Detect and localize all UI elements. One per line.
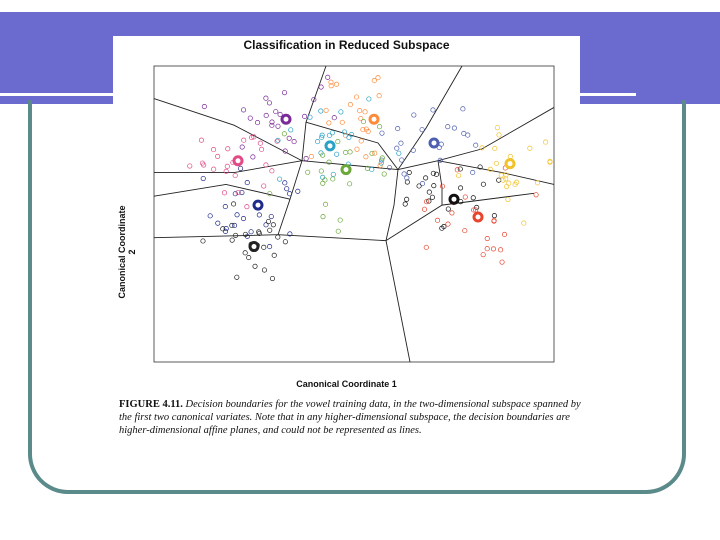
data-point (266, 219, 270, 223)
data-point (201, 239, 205, 243)
data-point (269, 214, 273, 218)
data-point (499, 173, 503, 177)
data-point (270, 123, 274, 127)
data-point (211, 167, 215, 171)
data-point (276, 235, 280, 239)
class-centroids (234, 115, 514, 250)
data-point (347, 135, 351, 139)
data-point (340, 120, 344, 124)
data-point (233, 192, 237, 196)
data-point (522, 221, 526, 225)
class-centroid (474, 213, 482, 221)
data-point (348, 102, 352, 106)
data-point (282, 132, 286, 136)
data-point (502, 232, 506, 236)
data-point (497, 133, 501, 137)
data-point (272, 253, 276, 257)
data-point (377, 94, 381, 98)
caption-label: FIGURE 4.11. (119, 399, 183, 410)
data-point (309, 154, 313, 158)
data-point (199, 138, 203, 142)
class-centroid (326, 142, 334, 150)
data-point (440, 184, 444, 188)
data-point (491, 247, 495, 251)
data-point (330, 131, 334, 135)
data-point (463, 195, 467, 199)
data-point (289, 128, 293, 132)
data-points (188, 75, 553, 281)
class-centroid (430, 139, 438, 147)
boundary-line (398, 66, 462, 170)
data-point (287, 136, 291, 140)
data-point (434, 172, 438, 176)
data-point (402, 172, 406, 176)
data-point (463, 228, 467, 232)
data-point (420, 127, 424, 131)
data-point (264, 96, 268, 100)
data-point (455, 168, 459, 172)
data-point (270, 276, 274, 280)
chart-title: Classification in Reduced Subspace (243, 38, 450, 52)
data-point (257, 213, 261, 217)
class-centroid (506, 160, 514, 168)
data-point (276, 138, 280, 142)
data-point (249, 230, 253, 234)
data-point (243, 251, 247, 255)
data-point (222, 191, 226, 195)
data-point (261, 184, 265, 188)
data-point (405, 176, 409, 180)
data-point (268, 228, 272, 232)
data-point (461, 107, 465, 111)
data-point (411, 148, 415, 152)
data-point (481, 252, 485, 256)
boundary-line (302, 66, 326, 161)
data-point (357, 109, 361, 113)
data-point (494, 161, 498, 165)
decision-boundaries (154, 66, 554, 362)
data-point (471, 196, 475, 200)
data-point (262, 268, 266, 272)
data-point (339, 110, 343, 114)
data-point (354, 95, 358, 99)
data-point (267, 101, 271, 105)
data-point (430, 195, 434, 199)
data-point (259, 147, 263, 151)
boundary-line (398, 107, 554, 169)
data-point (240, 145, 244, 149)
boundary-line (278, 235, 386, 241)
data-point (485, 247, 489, 251)
data-point (245, 204, 249, 208)
data-point (458, 167, 462, 171)
data-point (231, 202, 235, 206)
scatter-plot (113, 36, 580, 376)
data-point (262, 245, 266, 249)
data-point (323, 202, 327, 206)
data-point (347, 182, 351, 186)
data-point (201, 176, 205, 180)
data-point (446, 222, 450, 226)
data-point (238, 166, 242, 170)
data-point (370, 151, 374, 155)
data-point (287, 192, 291, 196)
data-point (215, 154, 219, 158)
data-point (343, 150, 347, 154)
data-point (424, 245, 428, 249)
data-point (481, 182, 485, 186)
boundary-line (154, 99, 302, 161)
data-point (405, 180, 409, 184)
data-point (423, 176, 427, 180)
data-point (223, 229, 227, 233)
data-point (241, 216, 245, 220)
data-point (282, 90, 286, 94)
data-point (382, 172, 386, 176)
data-point (500, 260, 504, 264)
data-point (355, 147, 359, 151)
data-point (255, 120, 259, 124)
data-point (359, 139, 363, 143)
data-point (372, 78, 376, 82)
class-centroid (234, 157, 242, 165)
data-point (431, 171, 435, 175)
data-point (412, 113, 416, 117)
data-point (235, 275, 239, 279)
y-axis-label: Canonical Coordinate 2 (117, 205, 137, 299)
data-point (431, 108, 435, 112)
data-point (403, 202, 407, 206)
data-point (253, 264, 257, 268)
class-centroid (342, 166, 350, 174)
data-point (211, 147, 215, 151)
data-point (334, 82, 338, 86)
data-point (256, 230, 260, 234)
data-point (296, 189, 300, 193)
data-point (235, 213, 239, 217)
data-point (306, 170, 310, 174)
data-point (331, 172, 335, 176)
data-point (446, 207, 450, 211)
data-point (501, 178, 505, 182)
data-point (364, 155, 368, 159)
x-axis-label: Canonical Coordinate 1 (296, 379, 397, 389)
band-divider (0, 93, 115, 96)
data-point (319, 85, 323, 89)
boundary-line (386, 170, 398, 241)
data-point (327, 121, 331, 125)
data-point (492, 213, 496, 217)
data-point (276, 124, 280, 128)
data-point (367, 97, 371, 101)
caption-text: Decision boundaries for the vowel training data, in the two-dimensional subspace spanned by the first two canonical variates. Note that in any higher-dimensional subspace, the decision boundaries are higher-dimensional affine planes, and could not be represented as lines. (119, 399, 581, 436)
data-point (450, 211, 454, 215)
data-point (399, 141, 403, 145)
data-point (427, 190, 431, 194)
data-point (332, 116, 336, 120)
data-point (506, 197, 510, 201)
data-point (248, 116, 252, 120)
data-point (361, 119, 365, 123)
data-point (498, 248, 502, 252)
data-point (216, 221, 220, 225)
data-point (241, 108, 245, 112)
data-point (258, 141, 262, 145)
figure-image (113, 36, 580, 446)
figure-caption (119, 398, 581, 437)
data-point (267, 244, 271, 248)
boundary-line (278, 161, 302, 235)
class-centroid (282, 115, 290, 123)
data-point (233, 173, 237, 177)
class-centroid (254, 201, 262, 209)
data-point (324, 108, 328, 112)
data-point (485, 236, 489, 240)
data-point (264, 113, 268, 117)
data-point (271, 223, 275, 227)
data-point (242, 138, 246, 142)
data-point (370, 167, 374, 171)
data-point (247, 255, 251, 259)
data-point (397, 151, 401, 155)
data-point (321, 214, 325, 218)
data-point (321, 181, 325, 185)
data-point (334, 152, 338, 156)
plot-frame (154, 66, 554, 362)
data-point (327, 160, 331, 164)
data-point (493, 146, 497, 150)
data-point (336, 139, 340, 143)
data-point (304, 156, 308, 160)
data-point (277, 177, 281, 181)
data-point (319, 169, 323, 173)
data-point (208, 214, 212, 218)
data-point (380, 131, 384, 135)
data-point (404, 197, 408, 201)
data-point (543, 140, 547, 144)
data-point (325, 75, 329, 79)
data-point (377, 125, 381, 129)
data-point (535, 181, 539, 185)
data-point (308, 115, 312, 119)
data-point (283, 240, 287, 244)
data-point (452, 126, 456, 130)
data-point (458, 186, 462, 190)
data-point (188, 164, 192, 168)
data-point (456, 173, 460, 177)
data-point (270, 169, 274, 173)
data-point (395, 146, 399, 150)
data-point (399, 158, 403, 162)
data-point (446, 124, 450, 128)
data-point (466, 133, 470, 137)
data-point (504, 184, 508, 188)
data-point (226, 147, 230, 151)
data-point (407, 170, 411, 174)
boundary-line (386, 241, 410, 362)
data-point (202, 104, 206, 108)
data-point (495, 125, 499, 129)
class-centroid (370, 115, 378, 123)
data-point (338, 218, 342, 222)
data-point (488, 167, 492, 171)
band-divider (580, 93, 636, 96)
data-point (225, 164, 229, 168)
data-point (417, 184, 421, 188)
data-point (327, 133, 331, 137)
data-point (470, 170, 474, 174)
data-point (331, 177, 335, 181)
data-point (422, 207, 426, 211)
data-point (302, 114, 306, 118)
data-point (319, 109, 323, 113)
class-centroid (250, 243, 258, 251)
data-point (292, 139, 296, 143)
data-point (230, 223, 234, 227)
data-point (251, 155, 255, 159)
data-point (223, 204, 227, 208)
data-point (264, 163, 268, 167)
data-point (496, 178, 500, 182)
data-point (336, 229, 340, 233)
data-point (435, 218, 439, 222)
data-point (528, 146, 532, 150)
data-point (283, 181, 287, 185)
data-point (274, 109, 278, 113)
data-point (348, 150, 352, 154)
data-point (534, 193, 538, 197)
boundary-line (438, 161, 442, 205)
class-centroid (450, 195, 458, 203)
data-point (474, 143, 478, 147)
data-point (363, 110, 367, 114)
data-point (245, 180, 249, 184)
data-point (508, 154, 512, 158)
data-point (285, 187, 289, 191)
data-point (230, 238, 234, 242)
data-point (395, 126, 399, 130)
data-point (432, 183, 436, 187)
data-point (315, 139, 319, 143)
boundary-line (154, 235, 278, 238)
